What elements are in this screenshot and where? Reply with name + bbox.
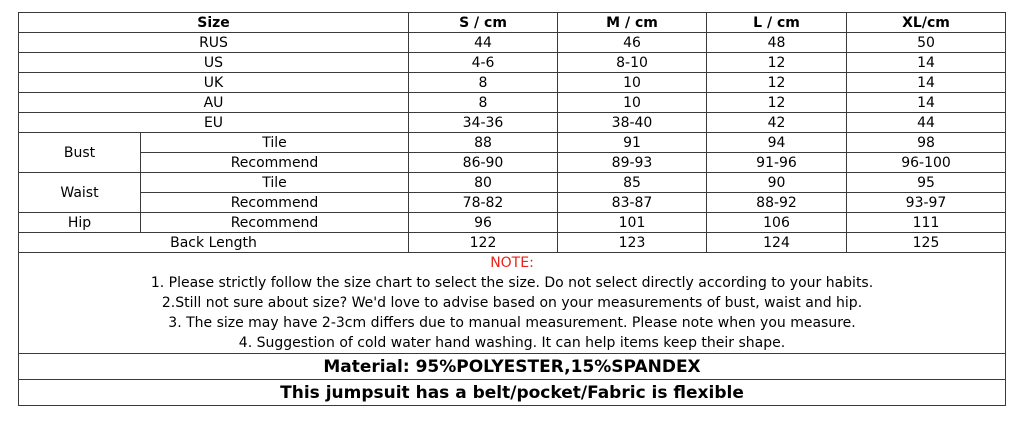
note-line-2: 2.Still not sure about size? We'd love to advise based on your measurements of bust, waist and hip. (161, 295, 863, 311)
cell-s: 80 (409, 173, 558, 193)
feature-text: This jumpsuit has a belt/pocket/Fabric is flexible (19, 380, 1006, 406)
sub-label: Recommend (141, 213, 409, 233)
cell-l: 12 (707, 93, 847, 113)
notes-row (19, 253, 1006, 354)
note-line-4: 4. Suggestion of cold water hand washing. It can help items keep their shape. (238, 335, 786, 351)
row-label: UK (19, 73, 409, 93)
cell-s: 44 (409, 33, 558, 53)
cell-l: 12 (707, 73, 847, 93)
cell-m: 46 (558, 33, 707, 53)
cell-m: 89-93 (558, 153, 707, 173)
note-line-3: 3. The size may have 2-3cm differs due to manual measurement. Please note when you measure. (168, 315, 856, 331)
cell-m: 38-40 (558, 113, 707, 133)
header-xl: XL/cm (847, 13, 1006, 33)
cell-s: 34-36 (409, 113, 558, 133)
row-hip (19, 213, 1006, 233)
cell-m: 10 (558, 93, 707, 113)
bust-label: Bust (19, 133, 141, 173)
row-waist-tile (19, 173, 1006, 193)
row-label: AU (19, 93, 409, 113)
cell-m: 101 (558, 213, 707, 233)
note-line-1: 1. Please strictly follow the size chart to select the size. Do not select directly according to your habits. (150, 275, 874, 291)
cell-xl: 44 (847, 113, 1006, 133)
cell-xl: 125 (847, 233, 1006, 253)
cell-l: 12 (707, 53, 847, 73)
note-title: NOTE: (490, 255, 534, 271)
cell-s: 8 (409, 73, 558, 93)
row-eu (19, 113, 1006, 133)
waist-label: Waist (19, 173, 141, 213)
cell-s: 78-82 (409, 193, 558, 213)
row-label: EU (19, 113, 409, 133)
sub-label: Tile (141, 133, 409, 153)
cell-m: 10 (558, 73, 707, 93)
sub-label: Recommend (141, 153, 409, 173)
cell-l: 124 (707, 233, 847, 253)
cell-m: 91 (558, 133, 707, 153)
cell-s: 96 (409, 213, 558, 233)
cell-xl: 93-97 (847, 193, 1006, 213)
cell-l: 42 (707, 113, 847, 133)
cell-l: 94 (707, 133, 847, 153)
cell-l: 91-96 (707, 153, 847, 173)
hip-label: Hip (19, 213, 141, 233)
header-size: Size (19, 13, 409, 33)
cell-xl: 95 (847, 173, 1006, 193)
row-back-length (19, 233, 1006, 253)
cell-l: 88-92 (707, 193, 847, 213)
row-label: RUS (19, 33, 409, 53)
cell-s: 4-6 (409, 53, 558, 73)
cell-xl: 14 (847, 53, 1006, 73)
header-s: S / cm (409, 13, 558, 33)
material-row (19, 354, 1006, 380)
size-chart-table (18, 12, 1006, 406)
cell-s: 88 (409, 133, 558, 153)
cell-xl: 50 (847, 33, 1006, 53)
cell-l: 90 (707, 173, 847, 193)
cell-m: 83-87 (558, 193, 707, 213)
cell-xl: 96-100 (847, 153, 1006, 173)
row-uk (19, 73, 1006, 93)
cell-xl: 14 (847, 73, 1006, 93)
cell-s: 8 (409, 93, 558, 113)
cell-xl: 14 (847, 93, 1006, 113)
cell-xl: 111 (847, 213, 1006, 233)
row-us (19, 53, 1006, 73)
row-label: US (19, 53, 409, 73)
cell-m: 123 (558, 233, 707, 253)
header-row (19, 13, 1006, 33)
row-label: Back Length (19, 233, 409, 253)
cell-xl: 98 (847, 133, 1006, 153)
row-rus (19, 33, 1006, 53)
cell-m: 85 (558, 173, 707, 193)
row-waist-recommend (19, 193, 1006, 213)
header-m: M / cm (558, 13, 707, 33)
cell-l: 48 (707, 33, 847, 53)
cell-l: 106 (707, 213, 847, 233)
sub-label: Recommend (141, 193, 409, 213)
row-bust-tile (19, 133, 1006, 153)
cell-s: 86-90 (409, 153, 558, 173)
feature-row (19, 380, 1006, 406)
cell-s: 122 (409, 233, 558, 253)
material-text: Material: 95%POLYESTER,15%SPANDEX (19, 354, 1006, 380)
sub-label: Tile (141, 173, 409, 193)
notes-cell (19, 253, 1006, 354)
header-l: L / cm (707, 13, 847, 33)
cell-m: 8-10 (558, 53, 707, 73)
row-bust-recommend (19, 153, 1006, 173)
row-au (19, 93, 1006, 113)
